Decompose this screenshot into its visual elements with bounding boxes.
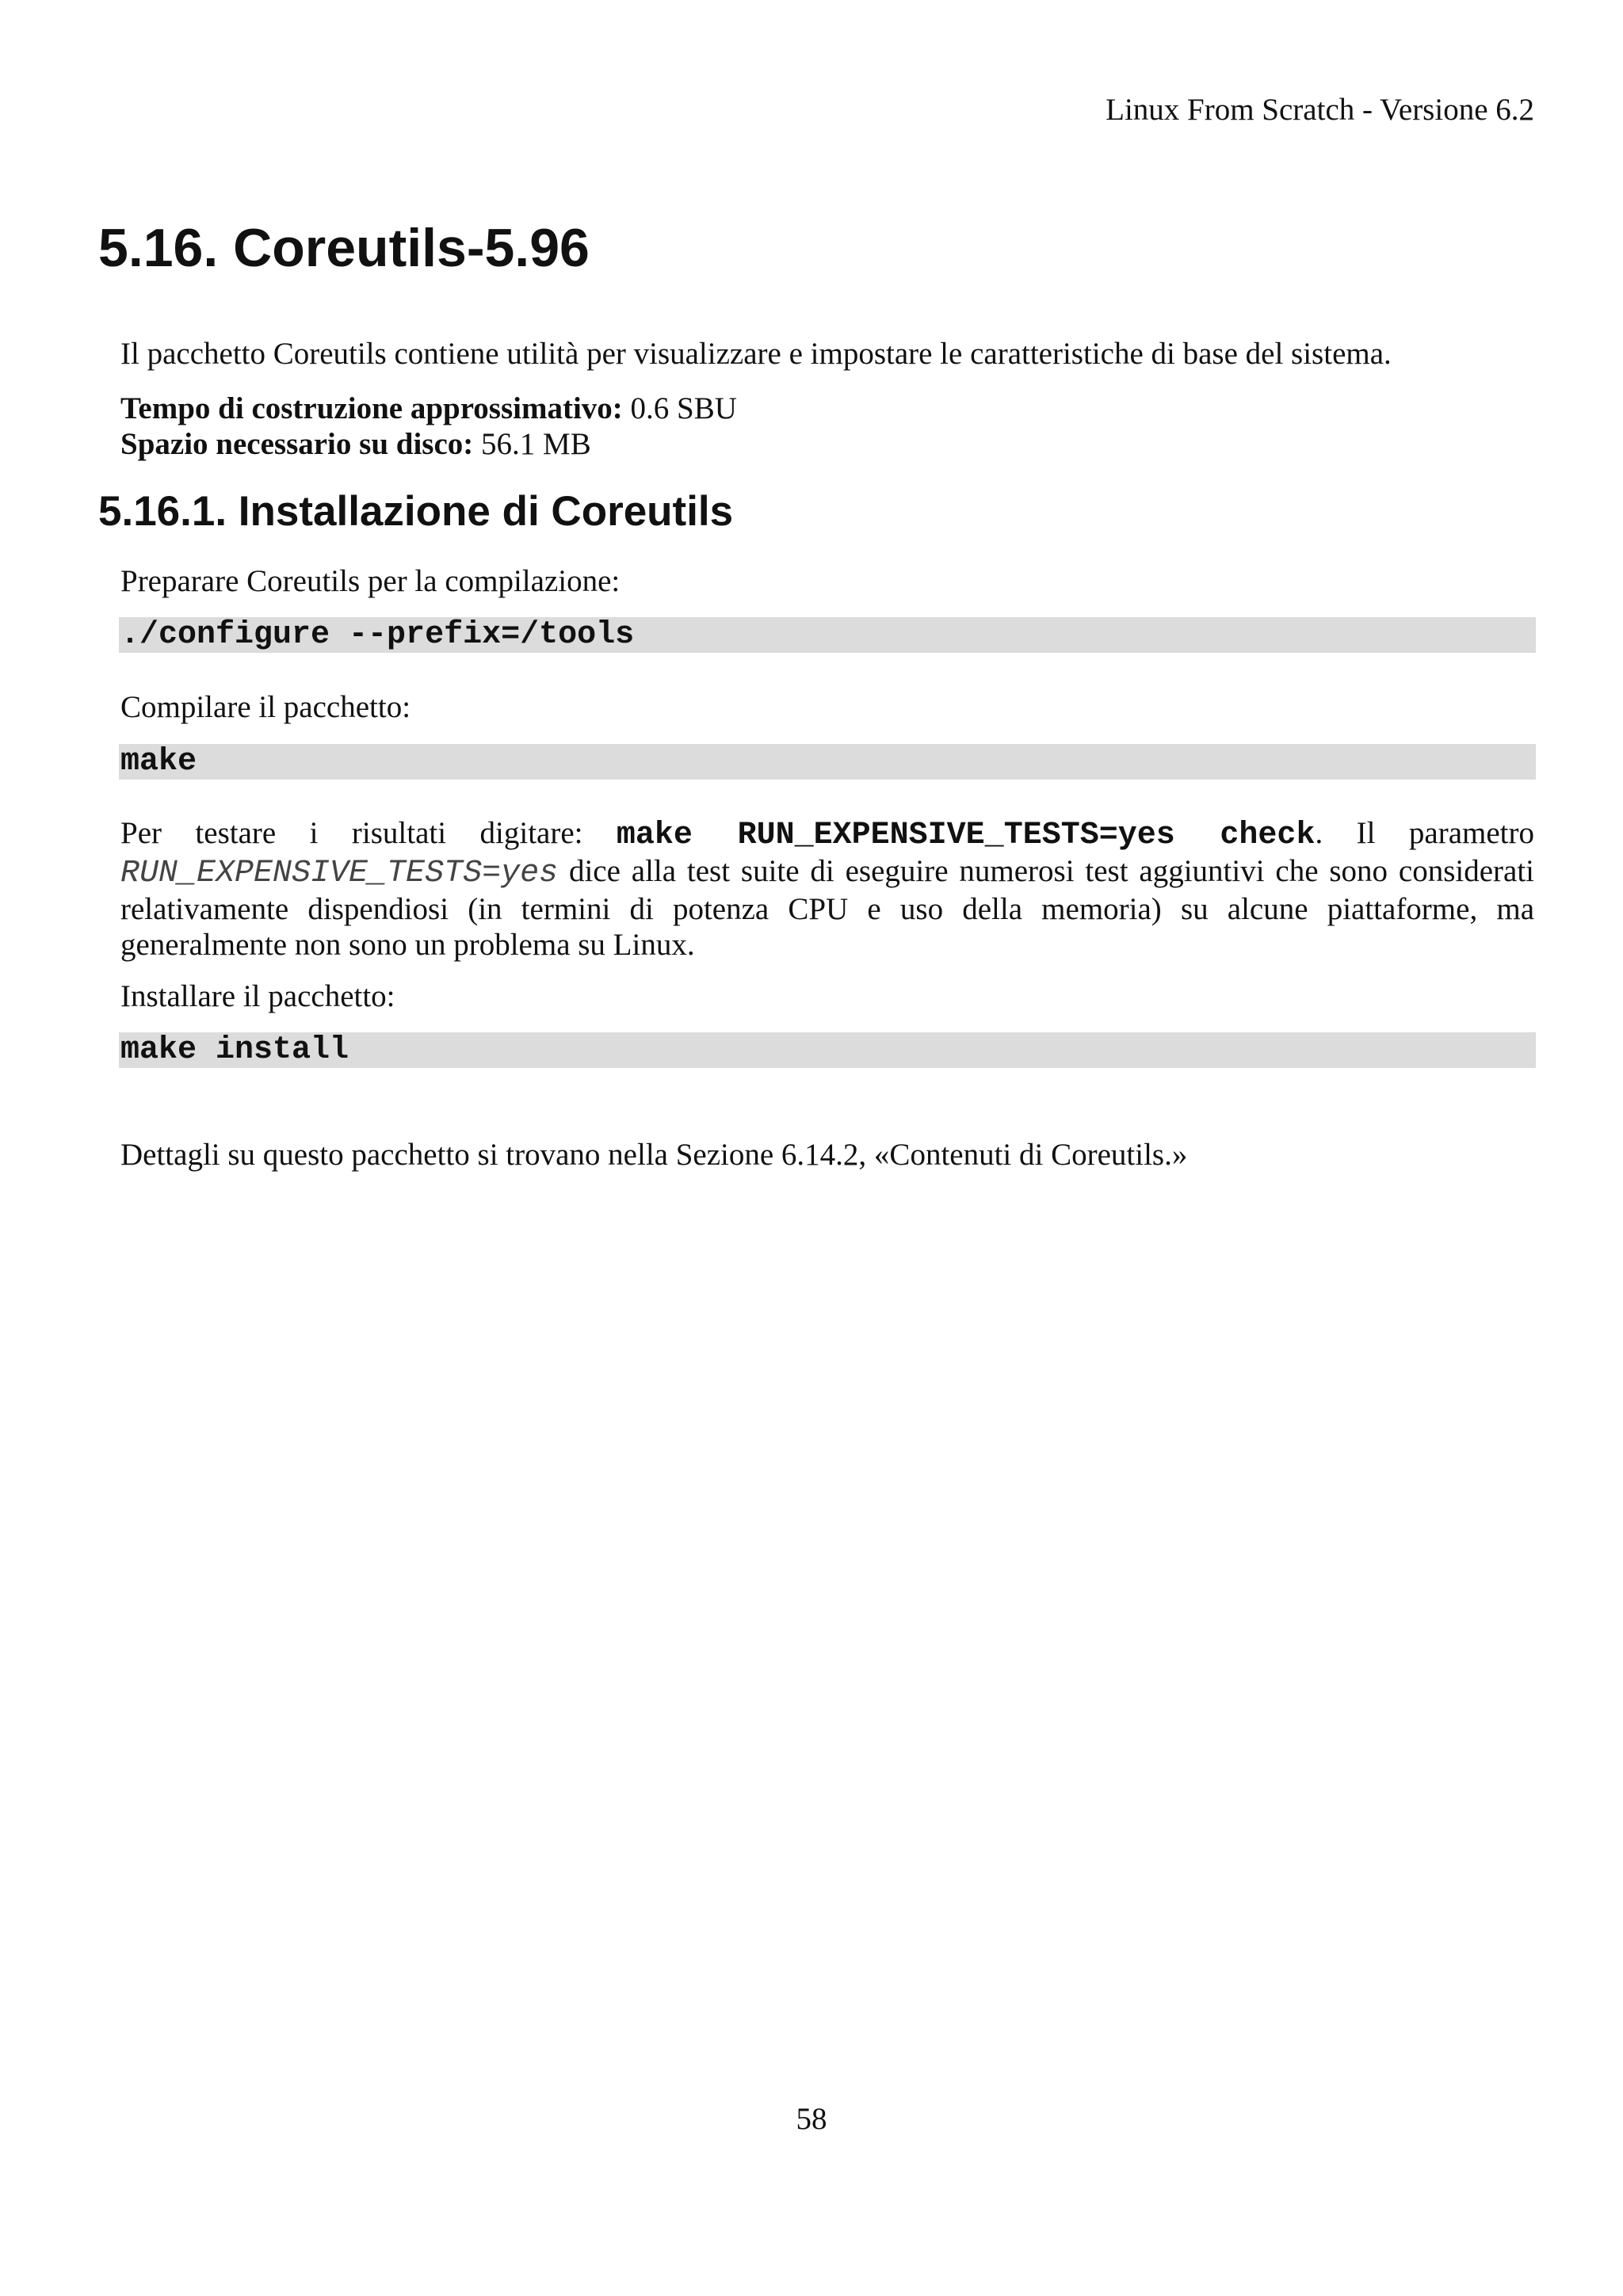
install-command: make install	[119, 1032, 1536, 1068]
prepare-paragraph: Preparare Coreutils per la compilazione:	[120, 564, 621, 598]
build-time-label: Tempo di costruzione approssimativo:	[120, 391, 623, 425]
build-info	[120, 391, 1534, 462]
running-header: Linux From Scratch - Versione 6.2	[1106, 93, 1534, 127]
test-text-mid: . Il parametro	[1315, 816, 1534, 850]
install-paragraph: Installare il pacchetto:	[120, 979, 395, 1013]
intro-paragraph: Il pacchetto Coreutils contiene utilità per visualizzare e impostare le caratteristiche di base del sistema.	[120, 337, 1392, 371]
test-text-before: Per testare i risultati digitare:	[120, 816, 617, 850]
disk-space-label: Spazio necessario su disco:	[120, 427, 474, 461]
disk-space-value: 56.1 MB	[473, 427, 591, 461]
test-paragraph	[120, 815, 1534, 963]
test-command-inline: make RUN_EXPENSIVE_TESTS=yes check	[616, 818, 1316, 853]
compile-paragraph: Compilare il pacchetto:	[120, 690, 411, 724]
section-title: 5.16. Coreutils-5.96	[98, 218, 590, 278]
test-text-after: dice alla test suite di eseguire numerosi test aggiuntivi che sono considerati relativamente dispendiosi (in termini di potenza CPU e uso della memoria) su alcune piattaforme, ma generalmente non sono un problema su Linux.	[120, 854, 1534, 962]
details-paragraph: Dettagli su questo pacchetto si trovano nella Sezione 6.14.2, «Contenuti di Coreutils.»	[120, 1138, 1188, 1172]
make-command: make	[119, 744, 1536, 780]
configure-command: ./configure --prefix=/tools	[119, 617, 1536, 653]
test-parameter-inline: RUN_EXPENSIVE_TESTS=yes	[120, 856, 559, 891]
build-time-value: 0.6 SBU	[622, 391, 737, 425]
page-number: 58	[796, 2102, 827, 2136]
subsection-title: 5.16.1. Installazione di Coreutils	[98, 488, 734, 535]
